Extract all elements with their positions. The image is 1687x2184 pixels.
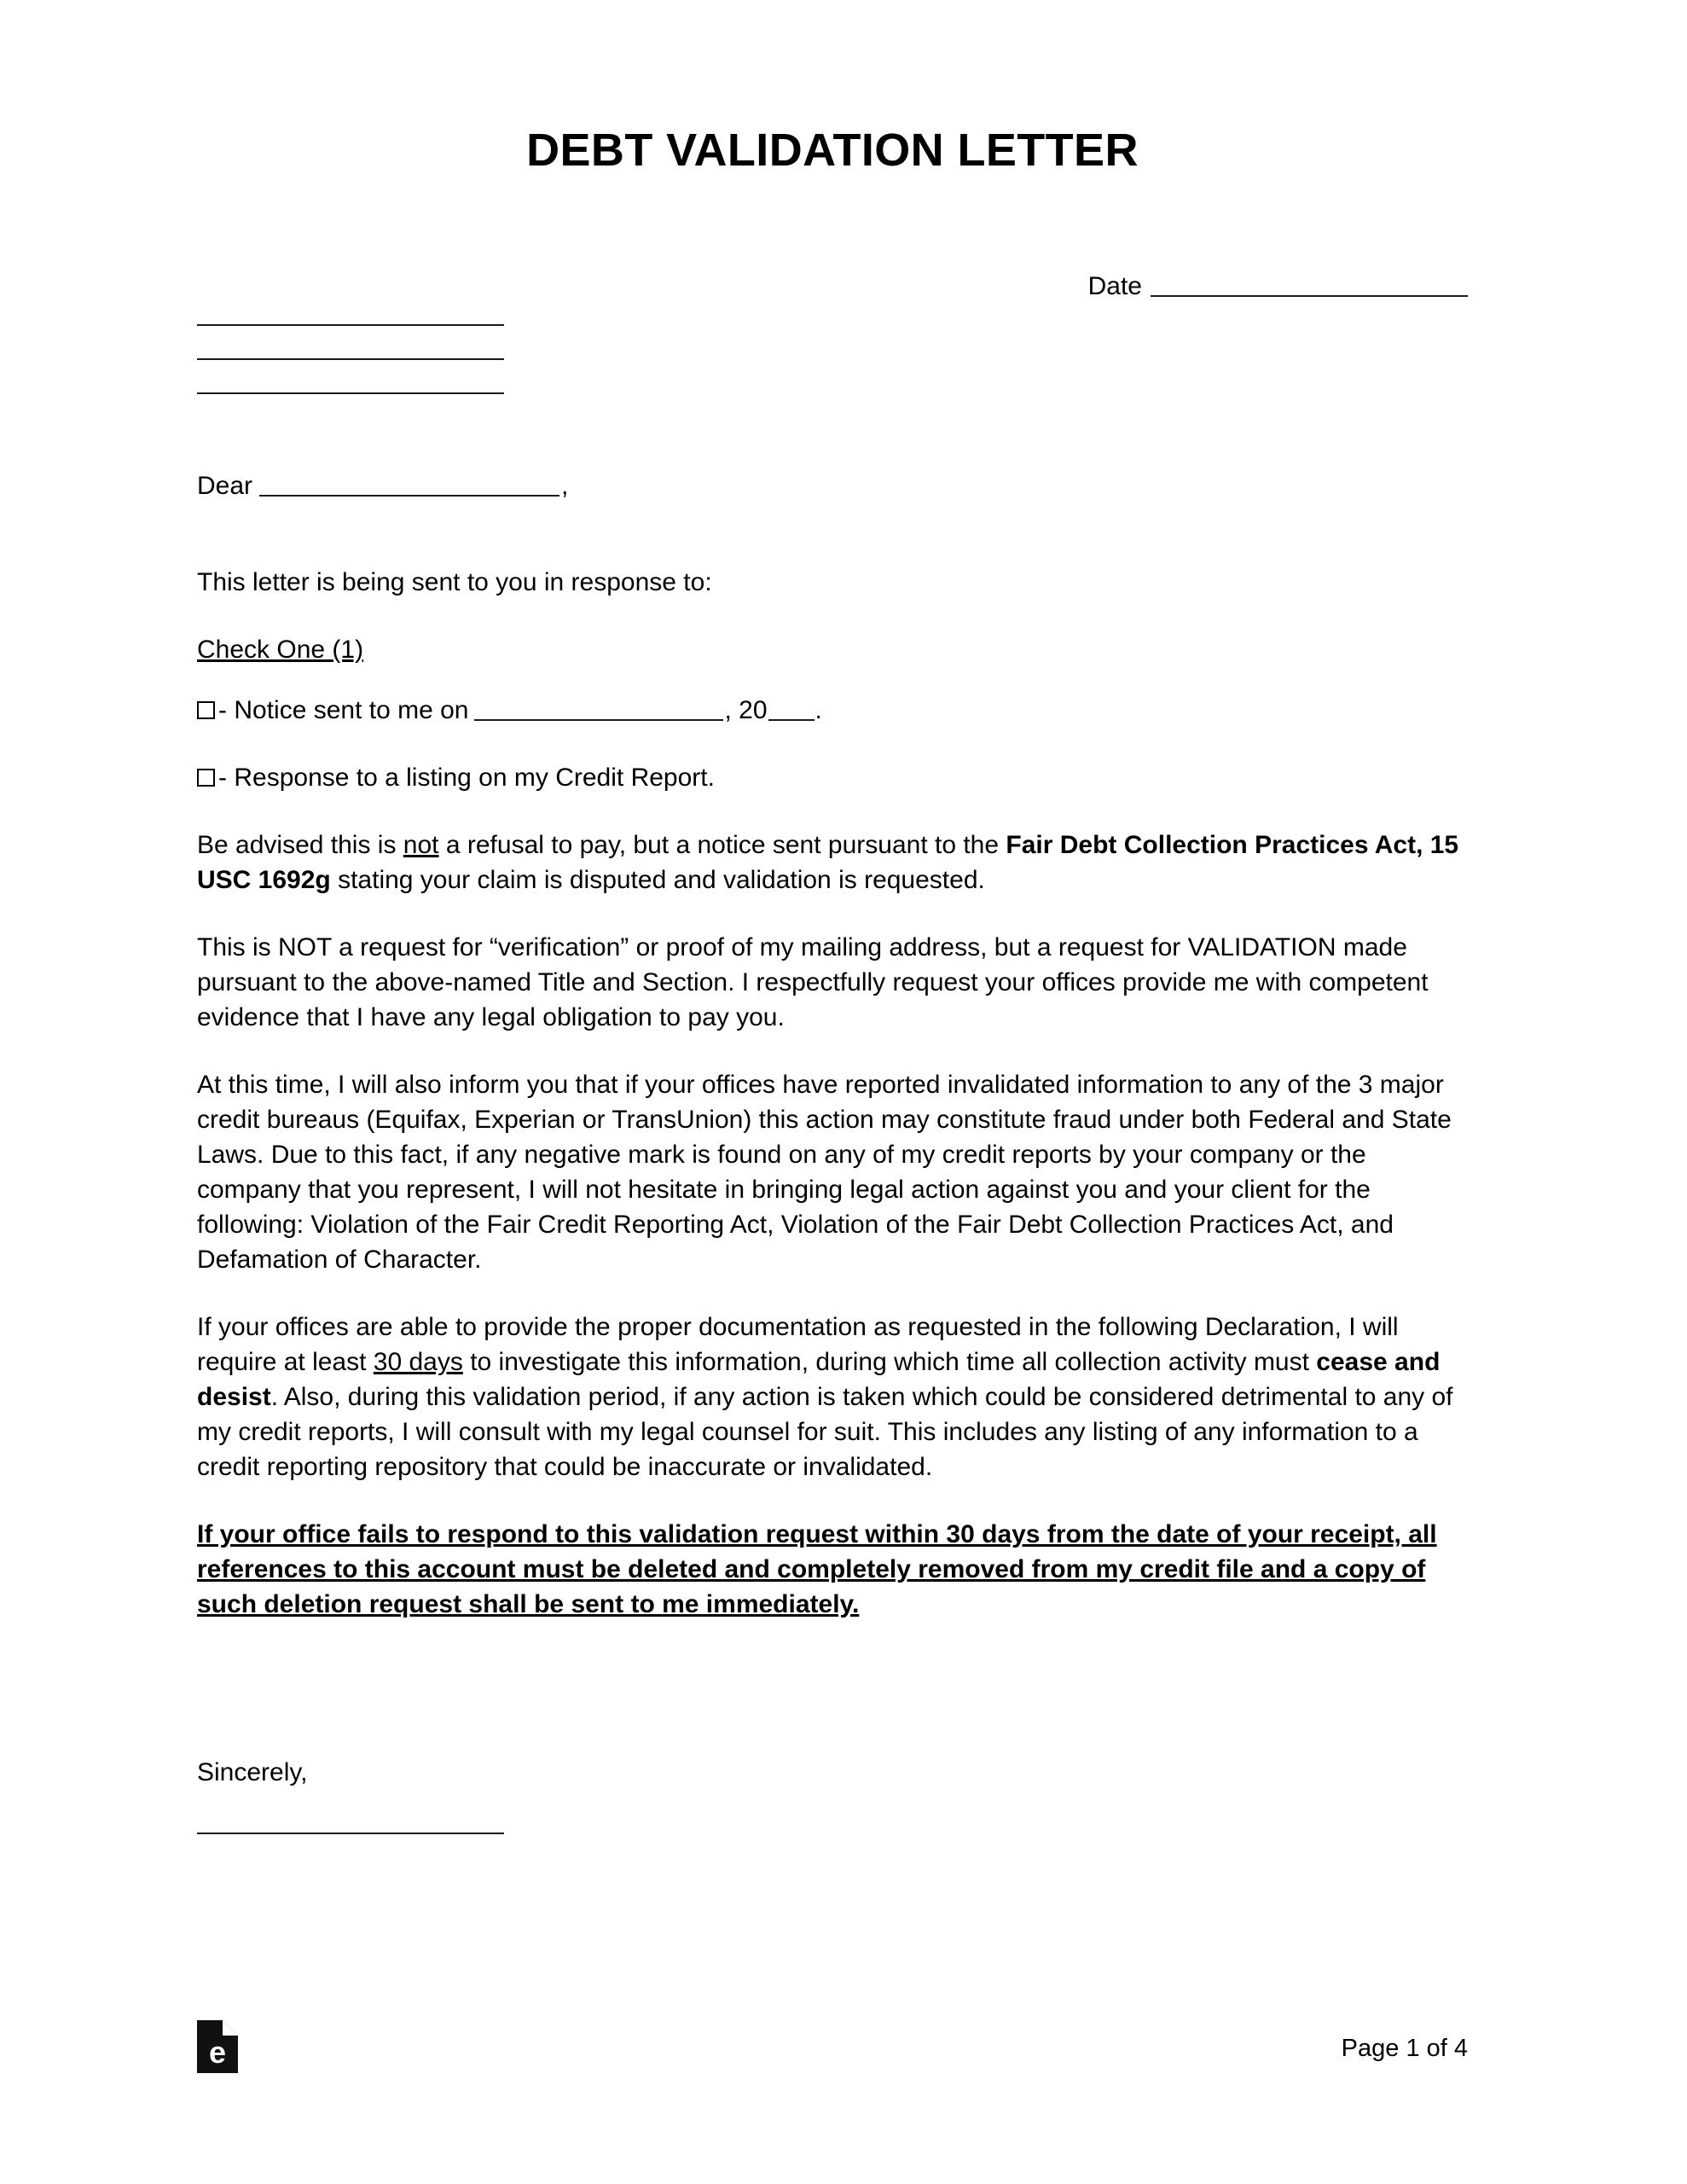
- advised-part-3: stating your claim is disputed and validation is requested.: [330, 866, 985, 894]
- date-field-row: [197, 271, 1468, 302]
- address-blank-line-3[interactable]: [197, 392, 504, 394]
- option-credit-dash: -: [218, 764, 227, 792]
- advised-underlined-not: not: [403, 831, 439, 859]
- signature-blank-line[interactable]: [197, 1833, 504, 1834]
- salutation-row: [197, 471, 568, 502]
- declaration-part-3: . Also, during this validation period, if any action is taken which could be considered detrimental to any of my credit reports, I will consult with my legal counsel for suit. This includes any listing of any information to a credit reporting repository that could be inaccurate or invalidated.: [197, 1383, 1453, 1481]
- notice-date-blank-line[interactable]: [474, 719, 723, 721]
- option-notice-text: Notice sent to me on: [234, 696, 469, 724]
- advised-part-1: Be advised this is: [197, 831, 403, 859]
- svg-text:e: e: [208, 2035, 227, 2070]
- advised-part-2: a refusal to pay, but a notice sent pursuant to the: [438, 831, 1006, 859]
- closing-sign-off: Sincerely,: [197, 1758, 308, 1786]
- address-blank-line-2[interactable]: [197, 358, 504, 360]
- declaration-underlined-30-days: 30 days: [373, 1348, 463, 1376]
- page-footer: [197, 2020, 1468, 2097]
- checkbox-credit-report[interactable]: [197, 769, 215, 787]
- salutation-label: Dear: [197, 472, 253, 500]
- declaration-part-2: to investigate this information, during which time all collection activity must: [462, 1348, 1317, 1376]
- paragraph-not-verification: This is NOT a request for “verification” or proof of my mailing address, but a request for VALIDATION made pursuant to the above-named Title and Section. I respectfully request your offices provide me with competent evidence that I have any legal obligation to pay you.: [197, 933, 1429, 1031]
- recipient-address-block: [197, 324, 709, 427]
- advised-bold-statute: Fair Debt Collection Practices Act, 15 USC 1692g: [197, 831, 1459, 894]
- paragraph-declaration: [197, 1310, 1468, 1484]
- paragraph-credit-bureaus: At this time, I will also inform you that if your offices have reported invalidated information to any of the 3 major credit bureaus (Equifax, Experian or TransUnion) this action may constitute fraud under both Federal and State Laws. Due to this fact, if any negative mark is found on any of my credit reports by your company or the company that you represent, I will not hesitate in bringing legal action against you and your client for the following: Violation of the Fair Credit Reporting Act, Violation of the Fair Debt Collection Practices Act, and Defamation of Character.: [197, 1071, 1452, 1274]
- page-number-label: Page 1 of 4: [1341, 2035, 1468, 2062]
- option-notice-period: .: [815, 696, 822, 724]
- declaration-part-1: If your offices are able to provide the proper documentation as requested in the following Declaration, I will require at least: [197, 1313, 1399, 1376]
- notice-year-blank-line[interactable]: [768, 719, 815, 721]
- page-title: DEBT VALIDATION LETTER: [526, 125, 1139, 176]
- check-one-label: Check One (1): [197, 636, 364, 664]
- eforms-logo-icon: [197, 2020, 238, 2073]
- declaration-bold-cease-desist: cease and desist: [197, 1348, 1441, 1411]
- date-blank-line[interactable]: [1151, 295, 1468, 297]
- address-blank-line-1[interactable]: [197, 324, 504, 326]
- checkbox-notice-sent[interactable]: [197, 701, 215, 719]
- intro-paragraph: This letter is being sent to you in response to:: [197, 568, 712, 596]
- option-credit-report-row: [197, 760, 1468, 795]
- check-one-heading: [197, 632, 1468, 667]
- recipient-name-blank-line[interactable]: [259, 495, 559, 497]
- paragraph-be-advised: [197, 828, 1468, 897]
- option-credit-text: Response to a listing on my Credit Report.: [234, 764, 715, 792]
- option-notice-dash: -: [218, 696, 227, 724]
- salutation-comma: ,: [561, 472, 569, 500]
- letter-body: [197, 565, 1468, 1654]
- paragraph-deadline-notice: If your office fails to respond to this validation request within 30 days from the date of your receipt, all references to this account must be deleted and completely removed from my credit file and a copy of such deletion request shall be sent to me immediately.: [197, 1520, 1437, 1618]
- option-notice-row: [197, 693, 1468, 728]
- date-label: Date: [1087, 272, 1142, 300]
- option-notice-year-prefix: , 20: [724, 696, 768, 724]
- page-content: [197, 0, 1468, 2184]
